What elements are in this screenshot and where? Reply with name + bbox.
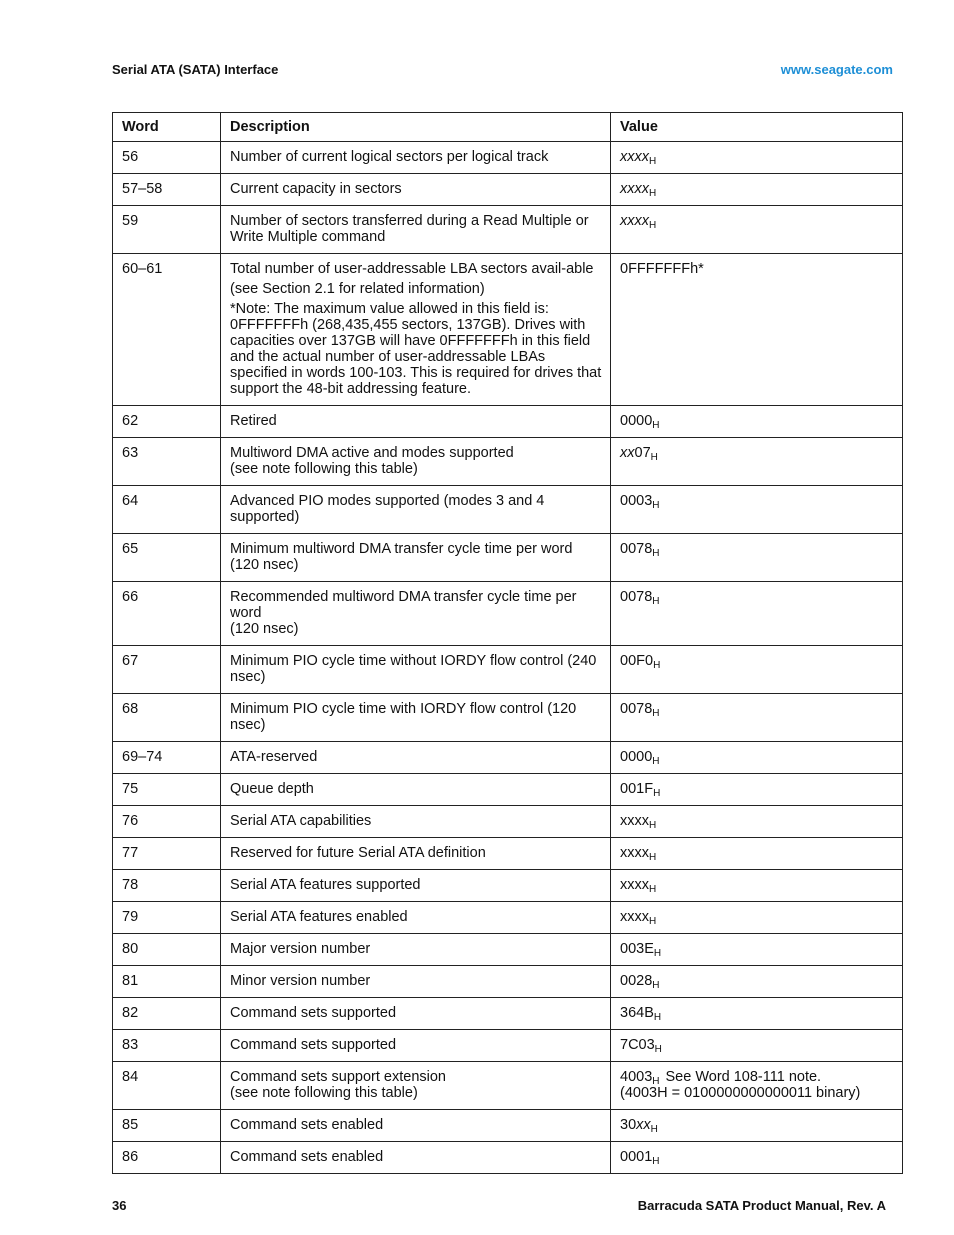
value-variable: xxxx (620, 213, 649, 229)
value-cell (611, 646, 903, 694)
word-cell: 64 (113, 486, 221, 534)
hex-subscript: H (649, 820, 657, 831)
value-note: See Word 108-111 note. (665, 1069, 822, 1085)
hex-subscript: H (653, 788, 661, 799)
table-row (113, 406, 903, 438)
description-text: Command sets supported (230, 1005, 397, 1021)
value-text (620, 1149, 894, 1165)
table-row (113, 902, 903, 934)
description-cell (221, 966, 611, 998)
description-text: Minimum PIO cycle time without IORDY flow control (240 nsec) (230, 653, 597, 685)
table-row (113, 142, 903, 174)
description-text: Command sets support extension (see note following this table) (230, 1069, 446, 1101)
running-header-title: Serial ATA (SATA) Interface (112, 62, 279, 77)
value-variable: xxxx (620, 181, 649, 197)
value-prefix: 0000 (620, 749, 653, 765)
value-prefix: xxxx (620, 877, 649, 893)
word-cell: 86 (113, 1142, 221, 1174)
value-prefix: xxxx (620, 813, 649, 829)
value-cell (611, 254, 903, 406)
word-cell: 65 (113, 534, 221, 582)
value-prefix: 0FFFFFFFh* (620, 261, 704, 277)
value-cell (611, 838, 903, 870)
description-text: Number of sectors transferred during a Read Multiple or Write Multiple command (230, 213, 589, 245)
value-prefix: 7C03 (620, 1037, 655, 1053)
description-cell (221, 774, 611, 806)
value-text (620, 1069, 894, 1085)
table-row (113, 966, 903, 998)
hex-subscript: H (650, 452, 658, 463)
value-text (620, 445, 894, 461)
value-prefix: 4003 (620, 1069, 653, 1085)
value-text (620, 941, 894, 957)
description-cell (221, 646, 611, 694)
value-cell (611, 742, 903, 774)
table-row (113, 174, 903, 206)
description-text: Serial ATA capabilities (230, 813, 372, 829)
word-cell: 60–61 (113, 254, 221, 406)
value-text (620, 541, 894, 557)
hex-subscript: H (653, 1012, 662, 1023)
description-text: Reserved for future Serial ATA definition (230, 845, 486, 861)
value-text (620, 1037, 894, 1053)
value-cell (611, 1142, 903, 1174)
table-row (113, 1142, 903, 1174)
description-cell (221, 902, 611, 934)
document-title: Barracuda SATA Product Manual, Rev. A (637, 1198, 886, 1213)
description-text: *Note: The maximum value allowed in this field is: 0FFFFFFFh (268,435,455 sectors, 137GB). Drives with capacities over 137GB will have 0FFFFFFFh in this field and the actual number of user-addressable LBAs specified in words 100-103. This is required for drives that support the 48-bit addressing feature. (230, 301, 602, 397)
column-header-description: Description (221, 113, 611, 142)
value-variable: xx (620, 445, 635, 461)
value-prefix: 001F (620, 781, 654, 797)
table-row (113, 582, 903, 646)
value-cell (611, 1110, 903, 1142)
value-cell (611, 902, 903, 934)
table-row (113, 254, 903, 406)
description-text: Command sets enabled (230, 1149, 384, 1165)
description-text: Serial ATA features supported (230, 877, 421, 893)
value-text (620, 845, 894, 861)
hex-subscript: H (649, 852, 657, 863)
description-text: Queue depth (230, 781, 314, 797)
value-text (620, 413, 894, 429)
word-cell: 77 (113, 838, 221, 870)
hex-subscript: H (654, 1044, 662, 1055)
description-cell (221, 1110, 611, 1142)
value-prefix: 0001 (620, 1149, 653, 1165)
value-cell (611, 142, 903, 174)
description-cell (221, 206, 611, 254)
description-cell (221, 406, 611, 438)
value-cell (611, 534, 903, 582)
description-cell (221, 1142, 611, 1174)
word-cell: 57–58 (113, 174, 221, 206)
value-text (620, 181, 894, 197)
identify-device-table (112, 112, 903, 1174)
hex-subscript: H (652, 500, 660, 511)
value-cell (611, 174, 903, 206)
word-cell: 81 (113, 966, 221, 998)
value-cell (611, 774, 903, 806)
value-text (620, 909, 894, 925)
description-cell (221, 142, 611, 174)
value-text (620, 781, 894, 797)
value-text (620, 261, 894, 277)
table-body (113, 142, 903, 1174)
column-header-word: Word (113, 113, 221, 142)
description-text: Minimum PIO cycle time with IORDY flow control (120 nsec) (230, 701, 577, 733)
table-row (113, 838, 903, 870)
value-cell (611, 934, 903, 966)
value-prefix: 0000 (620, 413, 653, 429)
website-link[interactable]: www.seagate.com (780, 62, 893, 77)
value-cell (611, 998, 903, 1030)
description-cell (221, 438, 611, 486)
description-cell (221, 174, 611, 206)
description-text: Retired (230, 413, 277, 429)
word-cell: 67 (113, 646, 221, 694)
description-cell (221, 486, 611, 534)
description-cell (221, 1062, 611, 1110)
value-prefix: 0003 (620, 493, 653, 509)
table-row (113, 534, 903, 582)
table-row (113, 934, 903, 966)
hex-subscript: H (652, 980, 660, 991)
table-row (113, 1062, 903, 1110)
description-cell (221, 534, 611, 582)
description-cell (221, 694, 611, 742)
description-cell (221, 934, 611, 966)
table-row (113, 870, 903, 902)
hex-subscript: H (652, 420, 660, 431)
hex-subscript: H (652, 1076, 660, 1087)
table-row (113, 486, 903, 534)
hex-subscript: H (652, 596, 660, 607)
table-row (113, 774, 903, 806)
hex-subscript: H (653, 660, 661, 671)
word-cell: 84 (113, 1062, 221, 1110)
table-row (113, 694, 903, 742)
value-cell (611, 694, 903, 742)
description-text: Number of current logical sectors per logical track (230, 149, 549, 165)
word-cell: 80 (113, 934, 221, 966)
hex-subscript: H (650, 1124, 658, 1135)
value-prefix: 30 (620, 1117, 637, 1133)
table-row (113, 998, 903, 1030)
value-cell (611, 206, 903, 254)
value-variable: xx (636, 1117, 651, 1133)
description-cell (221, 742, 611, 774)
description-text: Current capacity in sectors (230, 181, 402, 197)
word-cell: 83 (113, 1030, 221, 1062)
description-cell (221, 870, 611, 902)
hex-subscript: H (652, 548, 660, 559)
column-header-value: Value (611, 113, 903, 142)
table-header-row (113, 113, 903, 142)
hex-subscript: H (649, 188, 657, 199)
description-cell (221, 838, 611, 870)
table-row (113, 742, 903, 774)
hex-subscript: H (652, 1156, 660, 1167)
value-prefix: xxxx (620, 845, 649, 861)
word-cell: 56 (113, 142, 221, 174)
value-prefix: 364B (620, 1005, 654, 1021)
value-cell (611, 1030, 903, 1062)
value-text (620, 493, 894, 509)
description-text: Minimum multiword DMA transfer cycle time per word (120 nsec) (230, 541, 573, 573)
table-row (113, 1110, 903, 1142)
description-text: Multiword DMA active and modes supported (see note following this table) (230, 445, 514, 477)
value-cell (611, 806, 903, 838)
hex-subscript: H (652, 756, 660, 767)
word-cell: 68 (113, 694, 221, 742)
description-cell (221, 806, 611, 838)
value-prefix: 0078 (620, 541, 653, 557)
description-text: Command sets supported (230, 1037, 397, 1053)
description-cell (221, 998, 611, 1030)
value-suffix: 07 (634, 445, 651, 461)
value-cell (611, 582, 903, 646)
description-text: ATA-reserved (230, 749, 318, 765)
value-cell (611, 406, 903, 438)
hex-subscript: H (649, 916, 657, 927)
description-cell (221, 582, 611, 646)
word-cell: 75 (113, 774, 221, 806)
word-cell: 63 (113, 438, 221, 486)
hex-subscript: H (649, 884, 657, 895)
word-cell: 69–74 (113, 742, 221, 774)
word-cell: 82 (113, 998, 221, 1030)
value-text (620, 749, 894, 765)
table-row (113, 206, 903, 254)
description-text: Total number of user-addressable LBA sectors avail-able (230, 261, 594, 277)
hex-subscript: H (652, 708, 660, 719)
value-text (620, 589, 894, 605)
value-text (620, 701, 894, 717)
table-row (113, 646, 903, 694)
value-prefix: 00F0 (620, 653, 654, 669)
value-cell (611, 1062, 903, 1110)
description-text: Command sets enabled (230, 1117, 384, 1133)
description-text: (see Section 2.1 for related information) (230, 281, 485, 297)
value-text (620, 1117, 894, 1133)
hex-subscript: H (653, 948, 662, 959)
word-cell: 79 (113, 902, 221, 934)
value-text (620, 653, 894, 669)
word-cell: 62 (113, 406, 221, 438)
description-cell (221, 1030, 611, 1062)
table-row (113, 806, 903, 838)
value-prefix: xxxx (620, 909, 649, 925)
description-text: Minor version number (230, 973, 371, 989)
word-cell: 78 (113, 870, 221, 902)
description-text: Major version number (230, 941, 371, 957)
value-text (620, 1005, 894, 1021)
description-text: Advanced PIO modes supported (modes 3 and 4 supported) (230, 493, 545, 525)
value-text (620, 973, 894, 989)
value-prefix: 0028 (620, 973, 653, 989)
value-text (620, 877, 894, 893)
word-cell: 85 (113, 1110, 221, 1142)
value-prefix: 0078 (620, 589, 653, 605)
value-cell (611, 870, 903, 902)
table-row (113, 1030, 903, 1062)
hex-subscript: H (649, 220, 657, 231)
word-cell: 66 (113, 582, 221, 646)
value-prefix: 003E (620, 941, 654, 957)
description-cell (221, 254, 611, 406)
hex-subscript: H (649, 156, 657, 167)
value-cell (611, 486, 903, 534)
value-text (620, 213, 894, 229)
value-cell (611, 438, 903, 486)
page-number: 36 (112, 1198, 127, 1213)
word-cell: 76 (113, 806, 221, 838)
value-variable: xxxx (620, 149, 649, 165)
value-note-line: (4003H = 0100000000000011 binary) (620, 1085, 861, 1101)
value-text (620, 149, 894, 165)
value-text (620, 813, 894, 829)
word-cell: 59 (113, 206, 221, 254)
description-text: Recommended multiword DMA transfer cycle time per word (120 nsec) (230, 589, 577, 637)
value-prefix: 0078 (620, 701, 653, 717)
description-text: Serial ATA features enabled (230, 909, 408, 925)
value-cell (611, 966, 903, 998)
table-row (113, 438, 903, 486)
